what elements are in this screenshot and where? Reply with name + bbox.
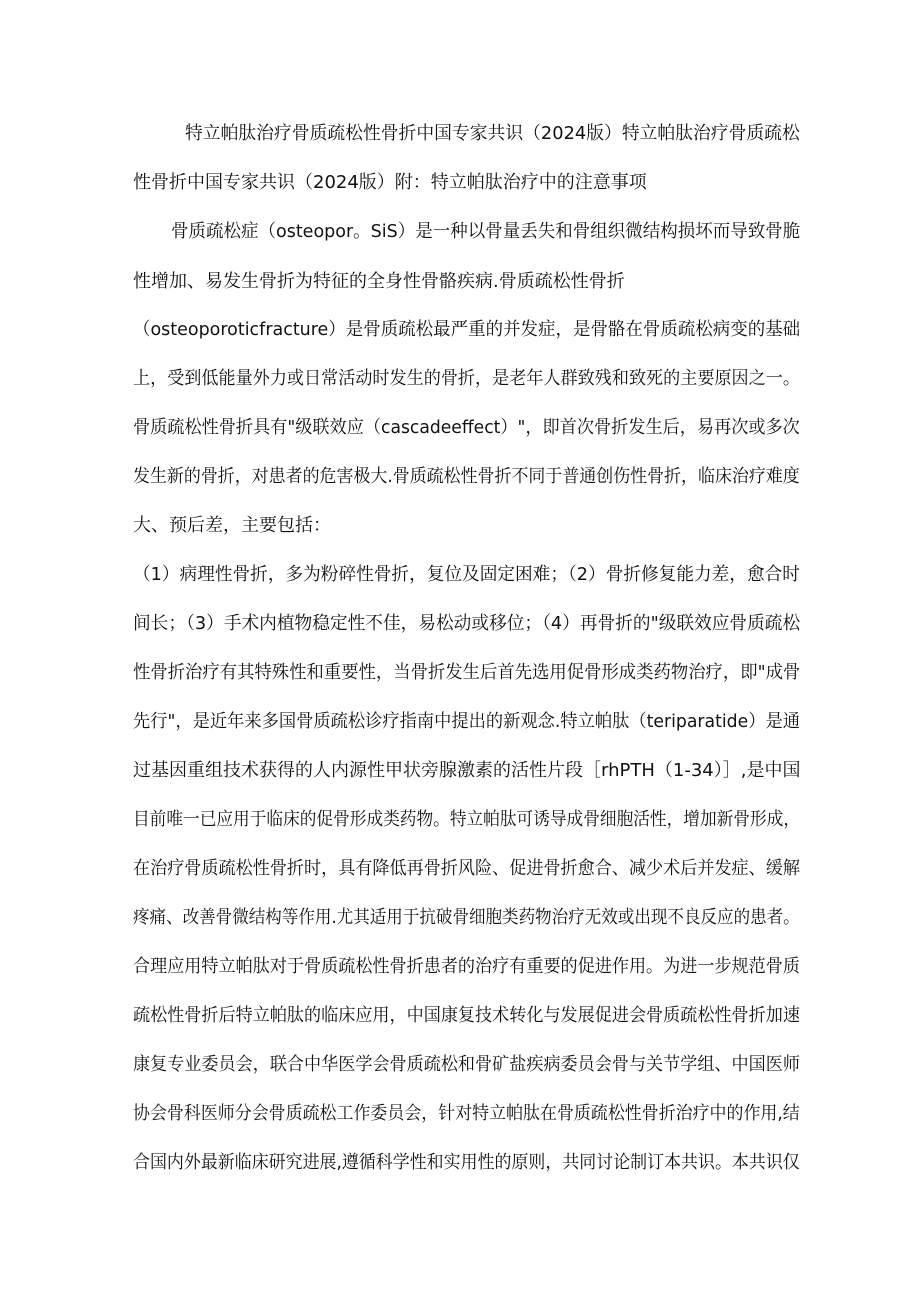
body-line: 疏松性骨折后特立帕肽的临床应用，中国康复技术转化与发展促进会骨质疏松性骨折加速 xyxy=(133,1005,800,1026)
body-line: 合国内外最新临床研究进展,遵循科学性和实用性的原则，共同讨论制订本共识。本共识仅 xyxy=(133,1152,800,1173)
body-line: （1）病理性骨折，多为粉碎性骨折，复位及固定困难；（2）骨折修复能力差，愈合时 xyxy=(133,564,800,585)
body-line: 性增加、易发生骨折为特征的全身性骨骼疾病.骨质疏松性骨折 xyxy=(133,271,625,292)
body-line: 疼痛、改善骨微结构等作用.尤其适用于抗破骨细胞类药物治疗无效或出现不良反应的患者。 xyxy=(133,907,800,928)
body-line: 合理应用特立帕肽对于骨质疏松性骨折患者的治疗有重要的促进作用。为进一步规范骨质 xyxy=(133,956,800,977)
body-line: 在治疗骨质疏松性骨折时，具有降低再骨折风险、促进骨折愈合、减少术后并发症、缓解 xyxy=(133,858,800,879)
title-line-2: 性骨折中国专家共识（2024版）附：特立帕肽治疗中的注意事项 xyxy=(133,172,647,193)
body-line: 性骨折治疗有其特殊性和重要性，当骨折发生后首先选用促骨形成类药物治疗，即"成骨 xyxy=(133,662,801,683)
body-line: 康复专业委员会，联合中华医学会骨质疏松和骨矿盐疾病委员会骨与关节学组、中国医师 xyxy=(133,1054,800,1075)
body-line: 骨质疏松性骨折具有"级联效应（cascadeeffect）"，即首次骨折发生后，易再次或多次 xyxy=(133,417,800,438)
body-line: （osteoporoticfracture）是骨质疏松最严重的并发症，是骨骼在骨质疏松病变的基础 xyxy=(133,319,801,340)
body-line: 上，受到低能量外力或日常活动时发生的骨折，是老年人群致残和致死的主要原因之一。 xyxy=(133,368,800,389)
body-line: 过基因重组技术获得的人内源性甲状旁腺激素的活性片段［rhPTH（1-34）］,是中国 xyxy=(133,760,801,781)
body-line: 间长；（3）手术内植物稳定性不佳，易松动或移位；（4）再骨折的"级联效应骨质疏松 xyxy=(133,613,801,634)
body-line: 协会骨科医师分会骨质疏松工作委员会，针对特立帕肽在骨质疏松性骨折治疗中的作用,结 xyxy=(133,1103,800,1124)
body-line: 先行"，是近年来多国骨质疏松诊疗指南中提出的新观念.特立帕肽（teriparatide）是通 xyxy=(133,711,800,732)
body-line: 发生新的骨折，对患者的危害极大.骨质疏松性骨折不同于普通创伤性骨折，临床治疗难度 xyxy=(133,466,800,487)
body-line: 目前唯一已应用于临床的促骨形成类药物。特立帕肽可诱导成骨细胞活性，增加新骨形成， xyxy=(133,809,801,830)
body-line: 大、预后差，主要包括： xyxy=(133,515,331,536)
title-line-1: 特立帕肽治疗骨质疏松性骨折中国专家共识（2024版）特立帕肽治疗骨质疏松 xyxy=(185,123,800,144)
body-line: 骨质疏松症（osteopor。SiS）是一种以骨量丢失和骨组织微结构损坏而导致骨脆 xyxy=(171,221,801,242)
